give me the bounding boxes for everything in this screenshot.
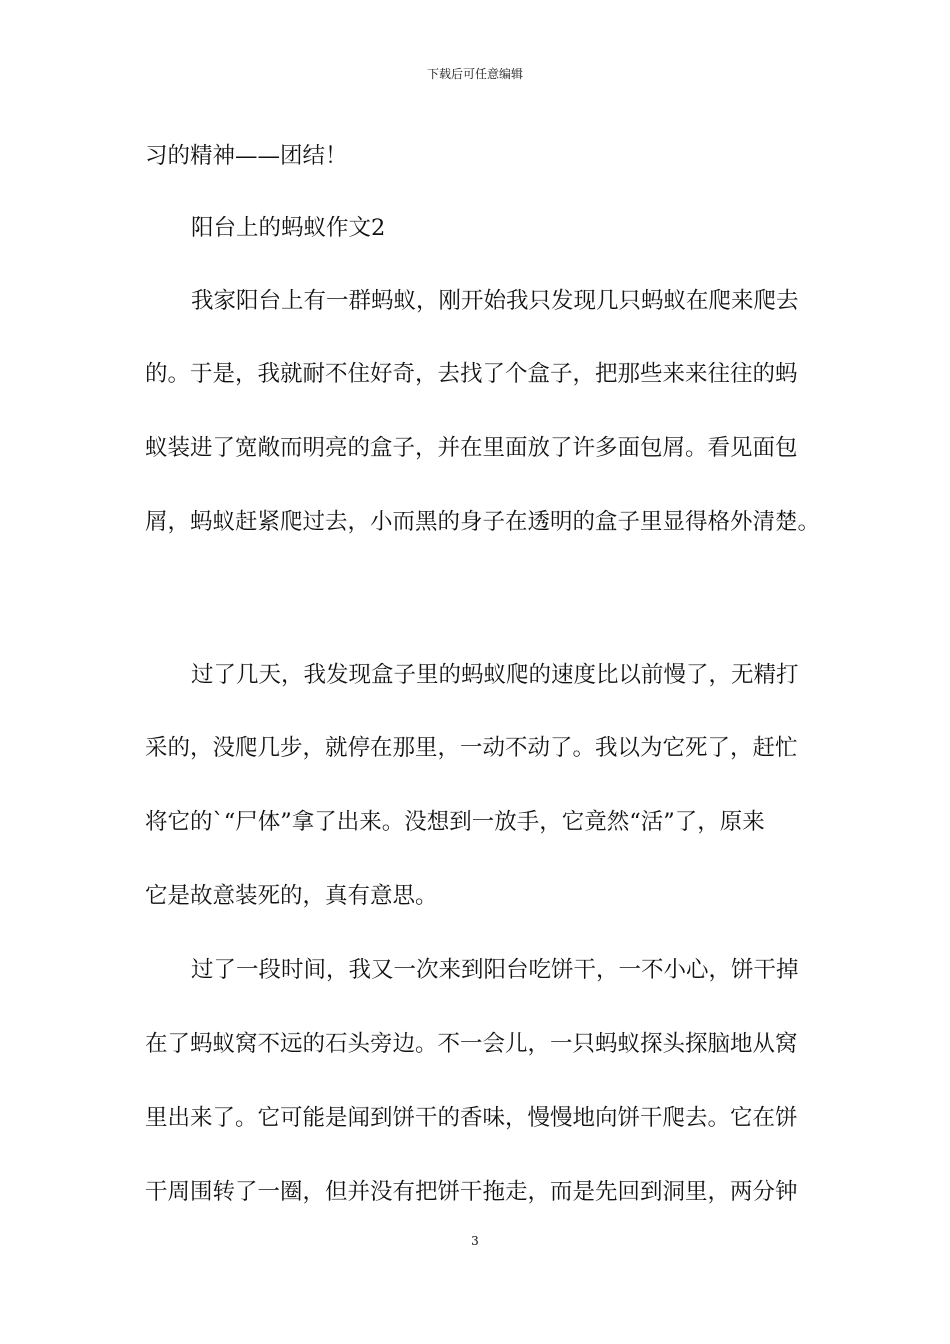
text-line: 的。于是，我就耐不住好奇，去找了个盒子，把那些来来往往的蚂 — [145, 361, 798, 387]
text-line: 里出来了。它可能是闻到饼干的香味，慢慢地向饼干爬去。它在饼 — [145, 1105, 798, 1131]
text-line: 过了一段时间，我又一次来到阳台吃饼干，一不小心，饼干掉 — [191, 957, 799, 983]
page-header: 下载后可任意编辑 — [426, 67, 523, 81]
essay-title: 阳台上的蚂蚁作文2 — [191, 215, 386, 241]
text-line: 过了几天，我发现盒子里的蚂蚁爬的速度比以前慢了，无精打 — [191, 662, 799, 688]
page-number: 3 — [471, 1234, 479, 1248]
text-line: 习的精神——团结！ — [145, 143, 348, 169]
text-line: 在了蚂蚁窝不远的石头旁边。不一会儿，一只蚂蚁探头探脑地从窝 — [145, 1031, 798, 1057]
text-line: 蚁装进了宽敞而明亮的盒子，并在里面放了许多面包屑。看见面包 — [145, 435, 798, 461]
text-line: 采的，没爬几步，就停在那里，一动不动了。我以为它死了，赶忙 — [145, 735, 798, 761]
text-line: 我家阳台上有一群蚂蚁，刚开始我只发现几只蚂蚁在爬来爬去 — [191, 288, 799, 314]
text-line: 将它的`“尸体”拿了出来。没想到一放手，它竟然“活”了，原来 — [145, 809, 765, 835]
text-line: 干周围转了一圈，但并没有把饼干拖走，而是先回到洞里，两分钟 — [145, 1179, 798, 1205]
text-line: 屑，蚂蚁赶紧爬过去，小而黑的身子在透明的盒子里显得格外清楚。 — [145, 509, 821, 535]
text-line: 它是故意装死的，真有意思。 — [145, 883, 438, 909]
